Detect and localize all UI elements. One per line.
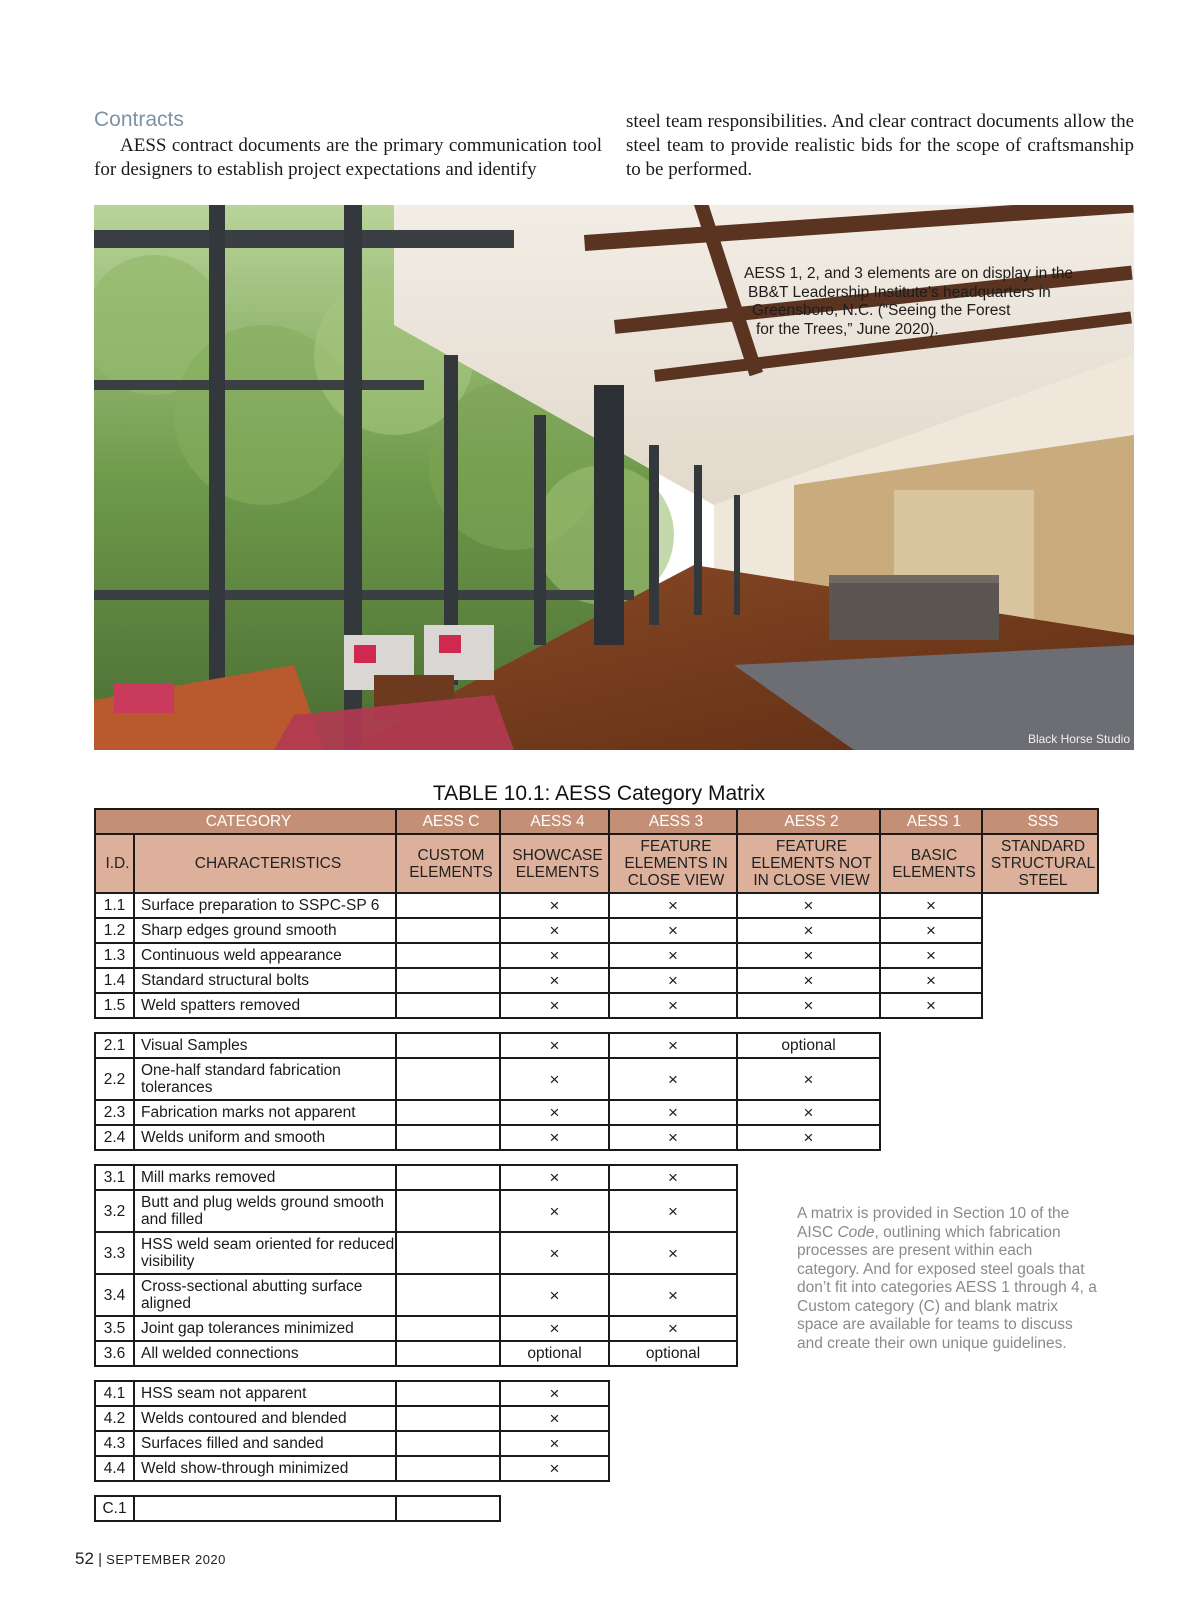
row-id: 1.3 <box>95 943 134 968</box>
table-row <box>95 918 1098 943</box>
check-mark: × <box>609 1316 737 1341</box>
header-line: STEEL <box>1018 872 1068 889</box>
cell-aess-c <box>396 1456 500 1481</box>
check-mark: × <box>500 1100 609 1125</box>
row-characteristic: One-half standard fabrication tolerances <box>134 1058 396 1100</box>
row-characteristic: All welded connections <box>134 1341 396 1366</box>
header-category: CATEGORY <box>95 809 396 834</box>
check-mark: × <box>609 993 737 1018</box>
cell-aess-c <box>396 1125 500 1150</box>
cell-aess-c <box>396 1381 500 1406</box>
cell-aess-c <box>396 968 500 993</box>
aess-category-matrix <box>94 808 1099 1522</box>
header-line: IN CLOSE VIEW <box>753 872 870 889</box>
row-characteristic: Visual Samples <box>134 1033 396 1058</box>
row-characteristic: Sharp edges ground smooth <box>134 918 396 943</box>
table-row <box>95 1058 1098 1100</box>
row-characteristic: Cross-sectional abutting surface aligned <box>134 1274 396 1316</box>
header-aess-4: AESS 4 <box>500 809 609 834</box>
check-mark: × <box>500 1316 609 1341</box>
header-feature-close <box>609 834 737 893</box>
header-line: BASIC <box>910 846 958 864</box>
table-row <box>95 1431 1098 1456</box>
cell-aess-c <box>396 1033 500 1058</box>
table-row <box>95 1033 1098 1058</box>
table-row <box>95 1456 1098 1481</box>
cell-aess-c <box>396 1431 500 1456</box>
check-mark: × <box>500 1165 609 1190</box>
table-row <box>95 993 1098 1018</box>
header-characteristics: CHARACTERISTICS <box>134 834 396 893</box>
sidenote-italic: Code <box>837 1223 875 1241</box>
row-characteristic: HSS weld seam oriented for reduced visibility <box>134 1232 396 1274</box>
check-mark: × <box>737 968 880 993</box>
cell-aess-c <box>396 1341 500 1366</box>
caption-line: BB&T Leadership Institute’s headquarters in <box>748 283 1051 301</box>
sidenote-text: , outlining which fabrication processes are present within each category. And for exposed steel goals that don’t fit into categories AESS 1 through 4, a Custom category (C) and blank matrix space are available for teams to discuss and create their own unique guidelines. <box>797 1223 1097 1352</box>
table-row <box>95 1165 1098 1190</box>
header-line: ELEMENTS IN <box>624 855 728 872</box>
header-line: FEATURE <box>775 838 848 855</box>
sidenote-text: A matrix is provided in Section 10 of the AISC <box>797 1205 1070 1241</box>
body-text-column-2: steel team responsibilities. And clear contract documents allow the steel team to provide realistic bids for the scope of craftsmanship to be performed. <box>626 111 1134 180</box>
check-mark: × <box>609 1100 737 1125</box>
table-subheader-row <box>95 834 1098 893</box>
cell-aess-c <box>396 1100 500 1125</box>
header-standard-structural-steel <box>982 834 1098 893</box>
check-mark: × <box>500 893 609 918</box>
row-id: 2.3 <box>95 1100 134 1125</box>
row-characteristic: Weld spatters removed <box>134 993 396 1018</box>
cell-aess-c <box>396 1190 500 1232</box>
row-id: 2.4 <box>95 1125 134 1150</box>
group-gap <box>95 1481 1098 1496</box>
row-id: 4.3 <box>95 1431 134 1456</box>
row-id: 3.4 <box>95 1274 134 1316</box>
row-id: 1.5 <box>95 993 134 1018</box>
caption-line: for the Trees,” June 2020). <box>756 320 939 338</box>
header-line: ELEMENTS <box>892 863 976 881</box>
group-gap <box>95 1150 1098 1165</box>
row-characteristic: HSS seam not apparent <box>134 1381 396 1406</box>
check-mark: × <box>609 1058 737 1100</box>
check-mark: × <box>737 1058 880 1100</box>
check-mark: × <box>609 1165 737 1190</box>
row-id: 1.1 <box>95 893 134 918</box>
check-mark: × <box>609 1274 737 1316</box>
table-row <box>95 943 1098 968</box>
section-heading: Contracts <box>94 108 184 131</box>
check-mark: × <box>500 1381 609 1406</box>
footer-separator: | <box>98 1551 102 1568</box>
check-mark: × <box>609 893 737 918</box>
check-mark: × <box>737 993 880 1018</box>
check-mark: × <box>737 943 880 968</box>
row-characteristic: Welds contoured and blended <box>134 1406 396 1431</box>
row-characteristic: Fabrication marks not apparent <box>134 1100 396 1125</box>
table-row <box>95 893 1098 918</box>
check-mark: × <box>500 1232 609 1274</box>
header-id: I.D. <box>95 834 134 893</box>
row-characteristic: Mill marks removed <box>134 1165 396 1190</box>
row-characteristic: Surface preparation to SSPC-SP 6 <box>134 893 396 918</box>
table-row <box>95 1381 1098 1406</box>
header-feature-not-close <box>737 834 880 893</box>
row-characteristic: Standard structural bolts <box>134 968 396 993</box>
group-gap <box>95 1366 1098 1381</box>
row-id: 3.6 <box>95 1341 134 1366</box>
row-characteristic: Welds uniform and smooth <box>134 1125 396 1150</box>
row-id: 1.4 <box>95 968 134 993</box>
check-mark: × <box>500 1033 609 1058</box>
header-line: STANDARD <box>1000 838 1086 855</box>
header-aess-3: AESS 3 <box>609 809 737 834</box>
row-id: 3.3 <box>95 1232 134 1274</box>
body-text-column-1: AESS contract documents are the primary communication tool for designers to establish project expectations and identify <box>94 135 602 180</box>
cell-aess-c <box>396 1274 500 1316</box>
row-id: 4.2 <box>95 1406 134 1431</box>
row-id: 3.5 <box>95 1316 134 1341</box>
group-gap <box>95 1018 1098 1033</box>
check-mark: × <box>609 1033 737 1058</box>
header-aess-1: AESS 1 <box>880 809 982 834</box>
check-mark: × <box>500 1431 609 1456</box>
cell-aess-c <box>396 943 500 968</box>
check-mark: × <box>500 1274 609 1316</box>
check-mark: × <box>500 1058 609 1100</box>
row-id: 4.4 <box>95 1456 134 1481</box>
header-aess-2: AESS 2 <box>737 809 880 834</box>
row-id: 3.2 <box>95 1190 134 1232</box>
header-line: CLOSE VIEW <box>627 872 725 889</box>
cell-aess-c <box>396 1316 500 1341</box>
table-row <box>95 1125 1098 1150</box>
header-showcase-elements <box>500 834 609 893</box>
check-mark: × <box>609 1190 737 1232</box>
row-characteristic: Continuous weld appearance <box>134 943 396 968</box>
photo-caption <box>744 265 1114 339</box>
table-title: TABLE 10.1: AESS Category Matrix <box>432 782 766 805</box>
row-characteristic: Weld show-through minimized <box>134 1456 396 1481</box>
check-mark: × <box>500 1125 609 1150</box>
check-mark: × <box>609 968 737 993</box>
check-mark: × <box>880 943 982 968</box>
header-line: FEATURE <box>640 838 712 855</box>
table-row <box>95 968 1098 993</box>
row-id: 3.1 <box>95 1165 134 1190</box>
row-characteristic: Butt and plug welds ground smooth and filled <box>134 1190 396 1232</box>
table-header-row <box>95 809 1098 834</box>
table-row <box>95 1100 1098 1125</box>
check-mark: × <box>609 918 737 943</box>
check-mark: × <box>500 968 609 993</box>
header-line: CUSTOM <box>417 846 485 864</box>
check-mark: × <box>609 1232 737 1274</box>
row-id: C.1 <box>95 1496 134 1521</box>
row-id: 4.1 <box>95 1381 134 1406</box>
cell-aess-c <box>396 993 500 1018</box>
cell-aess-c <box>396 1496 500 1521</box>
row-characteristic: Joint gap tolerances minimized <box>134 1316 396 1341</box>
check-mark: × <box>609 1125 737 1150</box>
optional-label: optional <box>609 1341 737 1366</box>
matrix-sidenote <box>797 1205 1097 1353</box>
check-mark: × <box>737 1125 880 1150</box>
page-footer <box>75 1549 226 1569</box>
header-custom-elements <box>396 834 500 893</box>
check-mark: × <box>880 893 982 918</box>
cell-aess-c <box>396 1232 500 1274</box>
row-id: 2.2 <box>95 1058 134 1100</box>
header-sss: SSS <box>982 809 1098 834</box>
check-mark: × <box>500 1406 609 1431</box>
cell-aess-c <box>396 1165 500 1190</box>
row-id: 2.1 <box>95 1033 134 1058</box>
header-line: ELEMENTS <box>515 863 600 881</box>
photo-credit: Black Horse Studio <box>1027 732 1130 746</box>
header-basic-elements <box>880 834 982 893</box>
table-row-custom <box>95 1496 1098 1521</box>
issue-date: SEPTEMBER 2020 <box>106 1552 226 1567</box>
check-mark: × <box>500 993 609 1018</box>
check-mark: × <box>737 1100 880 1125</box>
cell-aess-c <box>396 918 500 943</box>
cell-aess-c <box>396 1406 500 1431</box>
check-mark: × <box>737 918 880 943</box>
table-row <box>95 1406 1098 1431</box>
row-characteristic: Surfaces filled and sanded <box>134 1431 396 1456</box>
page-number: 52 <box>75 1549 94 1568</box>
caption-line: AESS 1, 2, and 3 elements are on display in the <box>744 265 1074 282</box>
check-mark: × <box>500 1190 609 1232</box>
check-mark: × <box>737 893 880 918</box>
row-id: 1.2 <box>95 918 134 943</box>
check-mark: × <box>500 1456 609 1481</box>
header-line: STRUCTURAL <box>990 855 1096 872</box>
check-mark: × <box>880 918 982 943</box>
cell-aess-c <box>396 1058 500 1100</box>
header-line: ELEMENTS NOT <box>751 855 872 872</box>
check-mark: × <box>609 943 737 968</box>
check-mark: × <box>500 943 609 968</box>
header-line: ELEMENTS <box>409 863 493 881</box>
caption-line: Greensboro, N.C. (“Seeing the Forest <box>752 302 1011 319</box>
header-aess-c: AESS C <box>396 809 500 834</box>
check-mark: × <box>880 993 982 1018</box>
optional-label: optional <box>500 1341 609 1366</box>
cell-aess-c <box>396 893 500 918</box>
check-mark: × <box>500 918 609 943</box>
check-mark: × <box>880 968 982 993</box>
row-characteristic <box>134 1496 396 1521</box>
optional-label: optional <box>737 1033 880 1058</box>
header-line: SHOWCASE <box>512 846 603 864</box>
